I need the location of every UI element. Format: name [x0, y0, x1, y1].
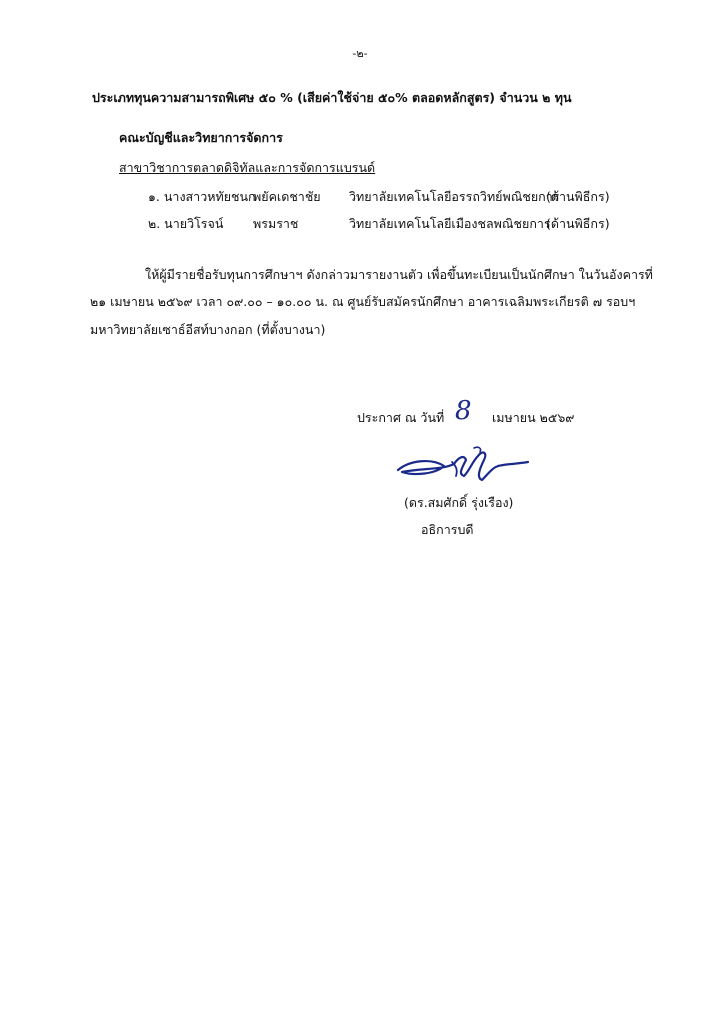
recipient-category: (ด้านพิธีกร): [546, 189, 610, 204]
recipient-surname: พยัคเดชาชัย: [253, 189, 321, 204]
program-title: สาขาวิชาการตลาดดิจิทัลและการจัดการแบรนด์: [119, 160, 376, 175]
scholarship-heading: ประเภททุนความสามารถพิเศษ ๕๐ % (เสียค่าใช้จ่าย ๕๐% ตลอดหลักสูตร) จำนวน ๒ ทุน: [92, 90, 572, 105]
recipient-category: (ด้านพิธีกร): [546, 216, 610, 231]
signature-image: [392, 440, 532, 488]
paragraph-line: มหาวิทยาลัยเซาธ์อีสท์บางกอก (ที่ตั้งบางนา): [90, 322, 326, 337]
announcement-month-year: เมษายน ๒๕๖๙: [492, 410, 575, 425]
recipient-college: วิทยาลัยเทคโนโลยีอรรถวิทย์พณิชยการ: [349, 189, 560, 204]
signer-name: (ดร.สมศักดิ์ รุ่งเรือง): [404, 495, 514, 510]
recipient-surname: พรมราช: [253, 216, 299, 231]
paragraph-line: ให้ผู้มีรายชื่อรับทุนการศึกษาฯ ดังกล่าวมารายงานตัว เพื่อขึ้นทะเบียนเป็นนักศึกษา ในวันอังคารที่: [145, 267, 653, 282]
recipient-name: ๒. นายวิโรจน์: [148, 216, 224, 231]
page-number: -๒-: [352, 47, 368, 60]
faculty-title: คณะบัญชีและวิทยาการจัดการ: [119, 130, 283, 145]
announcement-prefix: ประกาศ ณ วันที่: [357, 410, 445, 425]
handwritten-day: 8: [455, 396, 472, 426]
recipient-name: ๑. นางสาวหทัยชนก: [148, 189, 256, 204]
recipient-college: วิทยาลัยเทคโนโลยีเมืองชลพณิชยการ: [349, 216, 551, 231]
paragraph-line: ๒๑ เมษายน ๒๕๖๙ เวลา ๐๙.๐๐ – ๑๐.๐๐ น. ณ ศูนย์รับสมัครนักศึกษา อาคารเฉลิมพระเกียรติ ๗ รอบฯ: [90, 294, 636, 309]
signer-position: อธิการบดี: [421, 522, 474, 537]
